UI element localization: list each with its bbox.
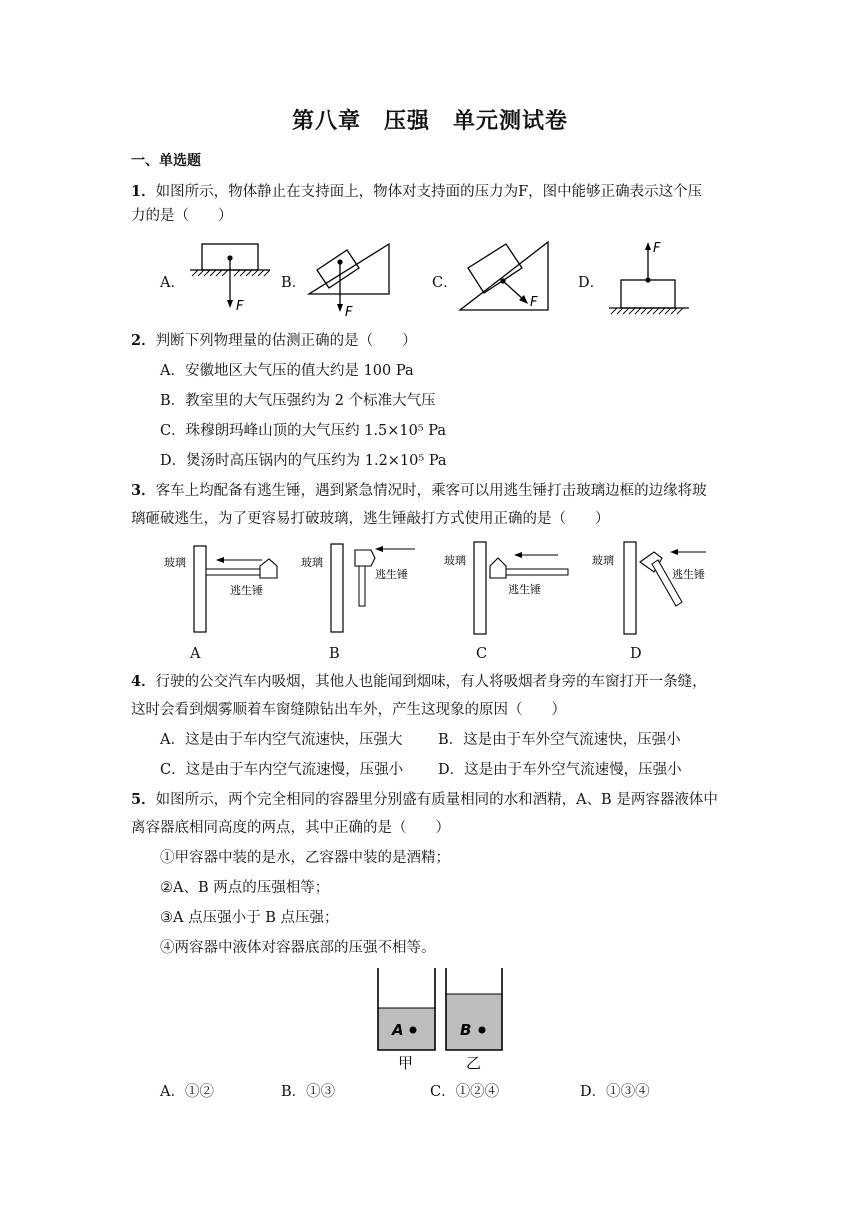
option-c: C．珠穆朗玛峰山顶的大气压约 1.5×10⁵ Pa [160,423,447,439]
force-label: F [236,299,244,314]
question-4-line-2: 这时会看到烟雾顺着车窗缝隙钻出车外，产生这现象的原因（ ） [131,702,566,718]
option-label-d: D． [578,275,605,291]
option-a: A．这是由于车内空气流速快，压强大 [160,732,403,748]
figure-q3-c [442,538,582,638]
figure-q3-a [160,540,290,640]
svg-text:玻璃: 玻璃 [444,554,466,567]
question-1-line-2: 力的是（ ） [131,208,233,224]
svg-text:逃生锤: 逃生锤 [672,568,705,581]
svg-text:F: F [653,241,661,256]
question-1-line-1 [131,182,702,202]
svg-text:逃生锤: 逃生锤 [508,583,541,596]
figure-q5-containers [368,964,508,1074]
figure-q1-d [605,238,695,318]
option-b: B．①③ [281,1084,336,1100]
question-text: 如图所示，物体静止在支持面上，物体对支持面的压力为F，图中能够正确表示这个压 [155,184,703,200]
svg-text:玻璃: 玻璃 [301,556,323,569]
point-b-label: B [460,1021,472,1039]
option-a: A．①② [160,1084,214,1100]
statement-4: ④两容器中液体对容器底部的压强不相等。 [160,940,436,956]
svg-text:玻璃: 玻璃 [164,556,186,569]
svg-text:F: F [345,305,353,320]
option-label-a: A． [160,275,185,291]
figure-label-a: A [190,646,201,662]
svg-text:F: F [530,295,538,310]
svg-text:逃生锤: 逃生锤 [230,584,263,597]
option-d: D．这是由于车外空气流速慢，压强小 [438,762,682,778]
option-c: C．这是由于车内空气流速慢，压强小 [160,762,404,778]
statement-3: ③A 点压强小于 B 点压强； [160,910,339,926]
figure-label-b: B [329,646,340,662]
figure-q1-a [188,238,278,316]
option-label-b: B． [281,275,307,291]
question-2-text: 2．判断下列物理量的估测正确的是（ ） [131,332,417,349]
figure-label-d: D [630,646,642,662]
option-label-c: C． [432,275,458,291]
container-label-yi: 乙 [466,1054,482,1072]
figure-label-c: C [476,646,488,662]
question-5-line-2: 离容器底相同高度的两点，其中正确的是（ ） [131,820,450,836]
option-b: B．这是由于车外空气流速快，压强小 [438,732,681,748]
statement-2: ②A、B 两点的压强相等； [160,880,330,896]
svg-text:逃生锤: 逃生锤 [375,568,408,581]
question-5-line-1: 5．如图所示，两个完全相同的容器里分别盛有质量相同的水和酒精，A、B 是两容器液体中 [131,791,718,808]
statement-1: ①甲容器中装的是水，乙容器中装的是酒精； [160,850,450,866]
page-title: 第八章 压强 单元测试卷 [291,109,568,134]
figure-q1-c [456,238,556,318]
figure-q3-b [297,540,427,640]
question-4-line-1: 4．行驶的公交汽车内吸烟，其他人也能闻到烟味，有人将吸烟者身旁的车窗打开一条缝， [131,673,707,690]
option-d: D．煲汤时高压锅内的气压约为 1.2×10⁵ Pa [160,453,447,469]
question-3-line-2: 璃砸破逃生，为了更容易打破玻璃，逃生锤敲打方式使用正确的是（ ） [131,511,610,527]
figure-q3-d [590,538,730,638]
option-b: B．教室里的大气压强约为 2 个标准大气压 [160,393,436,409]
point-a-label: A [392,1021,404,1039]
figure-q1-b [305,236,395,320]
question-3-line-1: 3．客车上均配备有逃生锤，遇到紧急情况时，乘客可以用逃生锤打击玻璃边框的边缘将玻 [131,482,707,499]
option-a: A．安徽地区大气压的值大约是 100 Pa [160,363,414,379]
section-heading: 一、单选题 [131,153,201,169]
question-number: 1． [131,183,156,200]
option-d: D．①③④ [580,1084,650,1100]
svg-text:玻璃: 玻璃 [592,554,614,567]
container-label-jia: 甲 [398,1054,414,1072]
option-c: C．①②④ [430,1084,500,1100]
